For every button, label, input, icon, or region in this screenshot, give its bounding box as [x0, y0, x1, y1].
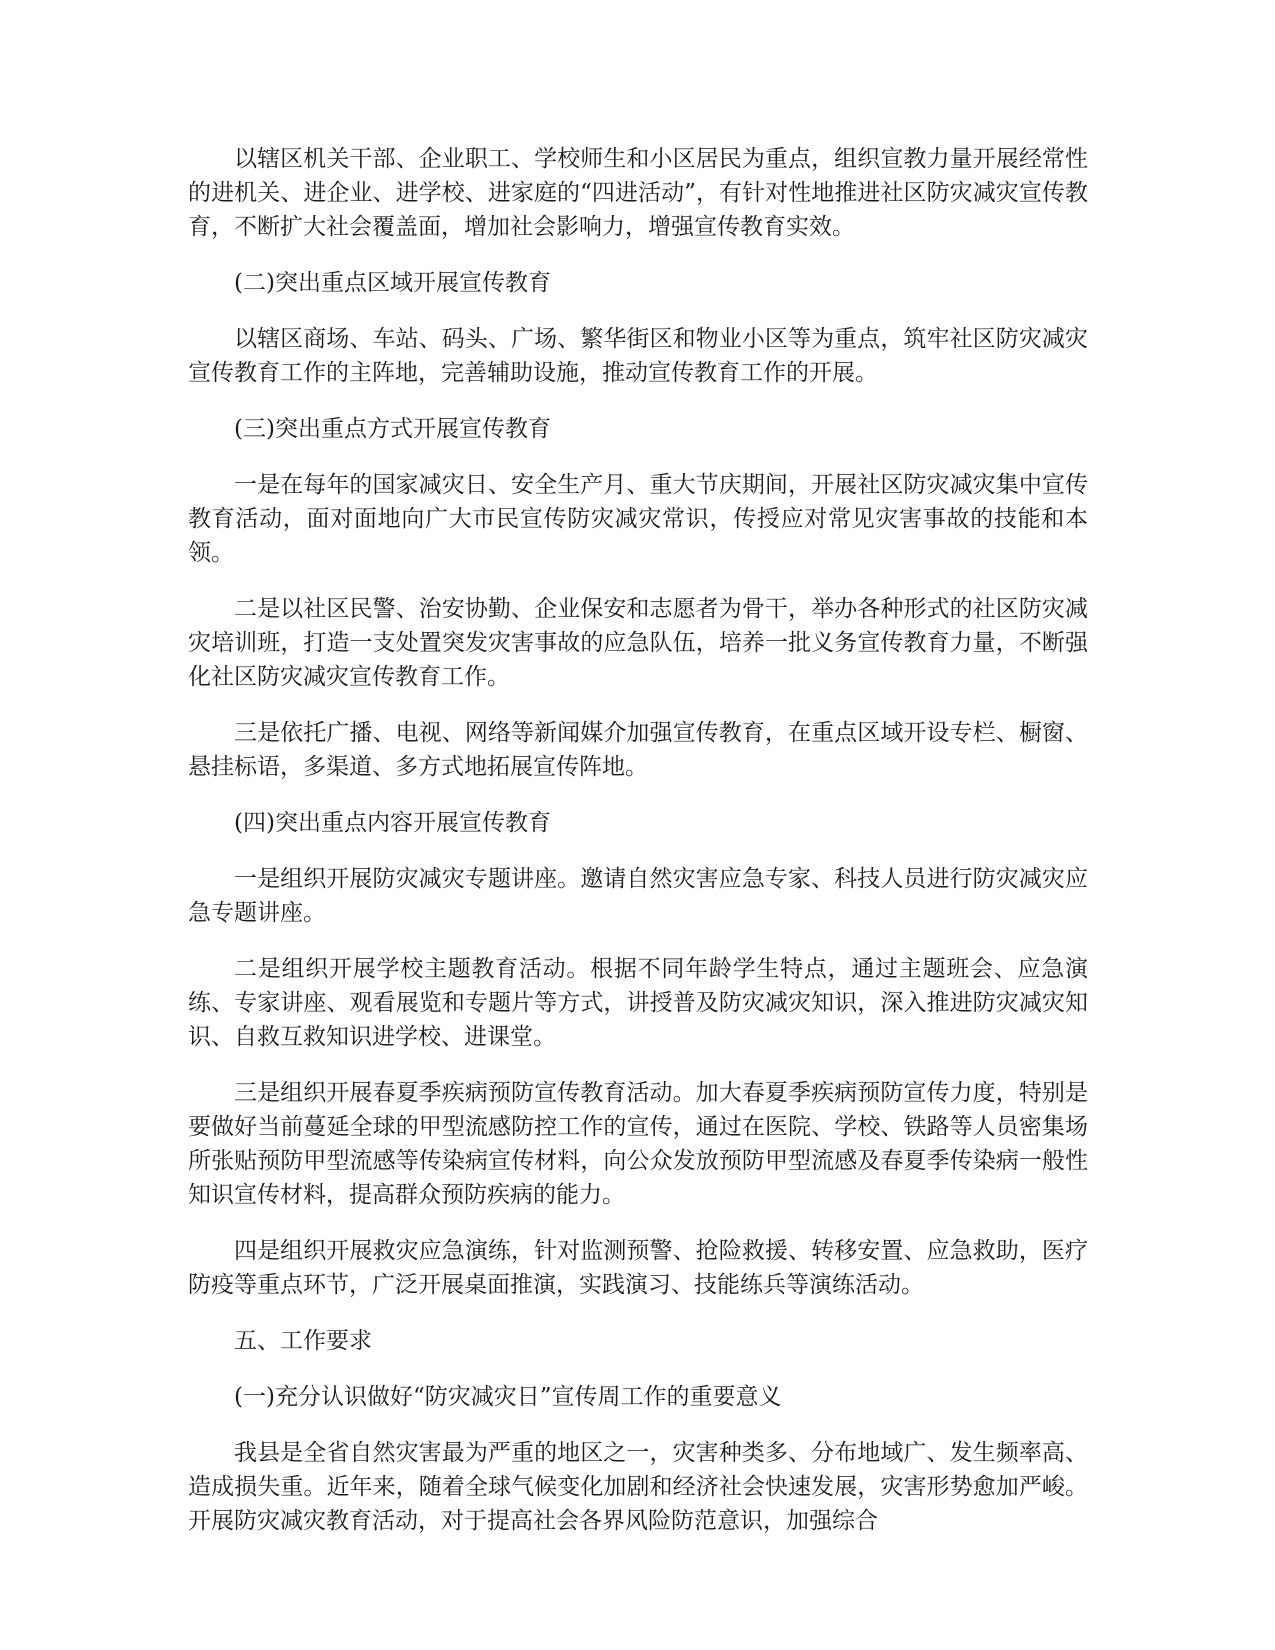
heading-importance: (一)充分认识做好“防灾减灾日”宣传周工作的重要意义	[234, 1384, 782, 1410]
paragraph-community-targets: 以辖区机关干部、企业职工、学校师生和小区居民为重点，组织宣教力量开展经常性的进机关、进企业、进学校、进家庭的“四进活动”，有针对性地推进社区防灾减灾宣传教育，不断扩大社会覆盖面，增加社会影响力，增强宣传教育实效。	[188, 146, 1088, 240]
paragraph-key-areas: 以辖区商场、车站、码头、广场、繁华街区和物业小区等为重点，筑牢社区防灾减灾宣传教育工作的主阵地，完善辅助设施，推动宣传教育工作的开展。	[188, 326, 1088, 386]
paragraph-method-two: 二是以社区民警、治安协勤、企业保安和志愿者为骨干，举办各种形式的社区防灾减灾培训班，打造一支处置突发灾害事故的应急队伍，培养一批义务宣传教育力量，不断强化社区防灾减灾宣传教育工作。	[188, 596, 1088, 690]
heading-work-requirements: 五、工作要求	[234, 1328, 372, 1354]
heading-key-areas: (二)突出重点区域开展宣传教育	[234, 270, 551, 296]
paragraph-method-one: 一是在每年的国家减灾日、安全生产月、重大节庆期间，开展社区防灾减灾集中宣传教育活动，面对面地向广大市民宣传防灾减灾常识，传授应对常见灾害事故的技能和本领。	[188, 472, 1088, 566]
paragraph-method-three: 三是依托广播、电视、网络等新闻媒介加强宣传教育，在重点区域开设专栏、橱窗、悬挂标语，多渠道、多方式地拓展宣传阵地。	[188, 720, 1088, 780]
heading-key-content: (四)突出重点内容开展宣传教育	[234, 810, 551, 836]
heading-key-methods: (三)突出重点方式开展宣传教育	[234, 416, 551, 442]
paragraph-content-one: 一是组织开展防灾减灾专题讲座。邀请自然灾害应急专家、科技人员进行防灾减灾应急专题讲座。	[188, 866, 1088, 926]
paragraph-importance: 我县是全省自然灾害最为严重的地区之一，灾害种类多、分布地域广、发生频率高、造成损失重。近年来，随着全球气候变化加剧和经济社会快速发展，灾害形势愈加严峻。开展防灾减灾教育活动，对于提高社会各界风险防范意识，加强综合	[188, 1440, 1088, 1534]
paragraph-content-four: 四是组织开展救灾应急演练，针对监测预警、抢险救援、转移安置、应急救助，医疗防疫等重点环节，广泛开展桌面推演，实践演习、技能练兵等演练活动。	[188, 1238, 1088, 1298]
document-body	[188, 142, 1088, 1560]
paragraph-content-two: 二是组织开展学校主题教育活动。根据不同年龄学生特点，通过主题班会、应急演练、专家讲座、观看展览和专题片等方式，讲授普及防灾减灾知识，深入推进防灾减灾知识、自救互救知识进学校、进课堂。	[188, 956, 1088, 1050]
paragraph-content-three: 三是组织开展春夏季疾病预防宣传教育活动。加大春夏季疾病预防宣传力度，特别是要做好当前蔓延全球的甲型流感防控工作的宣传，通过在医院、学校、铁路等人员密集场所张贴预防甲型流感等传染病宣传材料，向公众发放预防甲型流感及春夏季传染病一般性知识宣传材料，提高群众预防疾病的能力。	[188, 1080, 1088, 1208]
